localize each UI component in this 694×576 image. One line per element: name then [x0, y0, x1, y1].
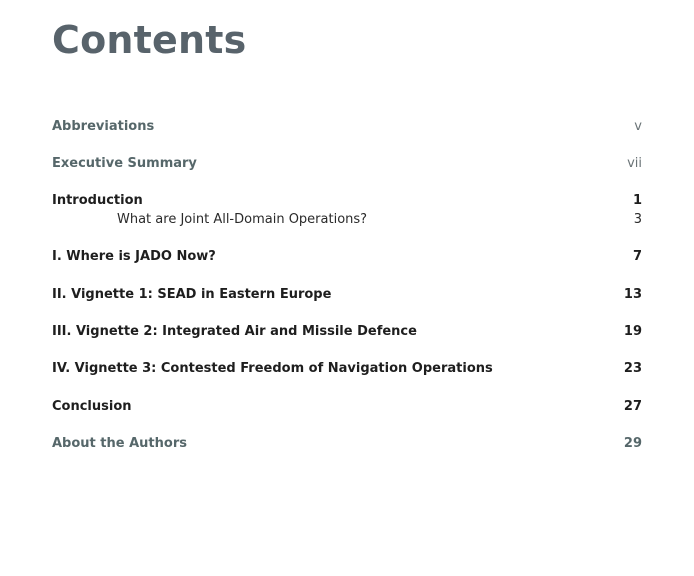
toc-entry-about-the-authors[interactable]: [52, 436, 642, 454]
toc-entry-page: 13: [623, 287, 642, 302]
toc-entry-chapter-2[interactable]: [52, 287, 642, 305]
toc-entry-chapter-4[interactable]: [52, 361, 642, 379]
toc-entry-label: I. Where is JADO Now?: [52, 249, 216, 264]
toc-entry-label: II. Vignette 1: SEAD in Eastern Europe: [52, 287, 332, 302]
toc-entry-label: What are Joint All-Domain Operations?: [117, 212, 368, 227]
toc-entry-chapter-1[interactable]: [52, 249, 642, 267]
toc-entry-page: 19: [623, 324, 642, 339]
toc-entry-page: v: [634, 119, 642, 134]
toc-entry-label: IV. Vignette 3: Contested Freedom of Navigation Operations: [52, 361, 493, 376]
toc-subentry-jado-definition[interactable]: [52, 212, 642, 230]
toc-entry-label: Introduction: [52, 193, 143, 208]
toc-entry-page: 27: [623, 399, 642, 414]
toc-entry-page: 29: [623, 436, 642, 451]
toc-entry-page: 3: [633, 212, 642, 227]
toc-entry-chapter-3[interactable]: [52, 324, 642, 342]
toc-entry-label: Abbreviations: [52, 119, 155, 134]
toc-entry-conclusion[interactable]: [52, 399, 642, 417]
toc-entry-page: 1: [632, 193, 642, 208]
toc-entry-label: Executive Summary: [52, 156, 197, 171]
toc-entry-label: Conclusion: [52, 399, 132, 414]
toc-entry-page: 23: [623, 361, 642, 376]
toc-entry-page: 7: [632, 249, 642, 264]
toc-entry-label: About the Authors: [52, 436, 187, 451]
page-title: Contents: [52, 18, 247, 62]
toc-entry-abbreviations[interactable]: [52, 119, 642, 137]
toc-entry-executive-summary[interactable]: [52, 156, 642, 174]
toc-entry-page: vii: [627, 156, 642, 171]
toc-entry-introduction[interactable]: [52, 193, 642, 211]
toc-entry-label: III. Vignette 2: Integrated Air and Missile Defence: [52, 324, 417, 339]
